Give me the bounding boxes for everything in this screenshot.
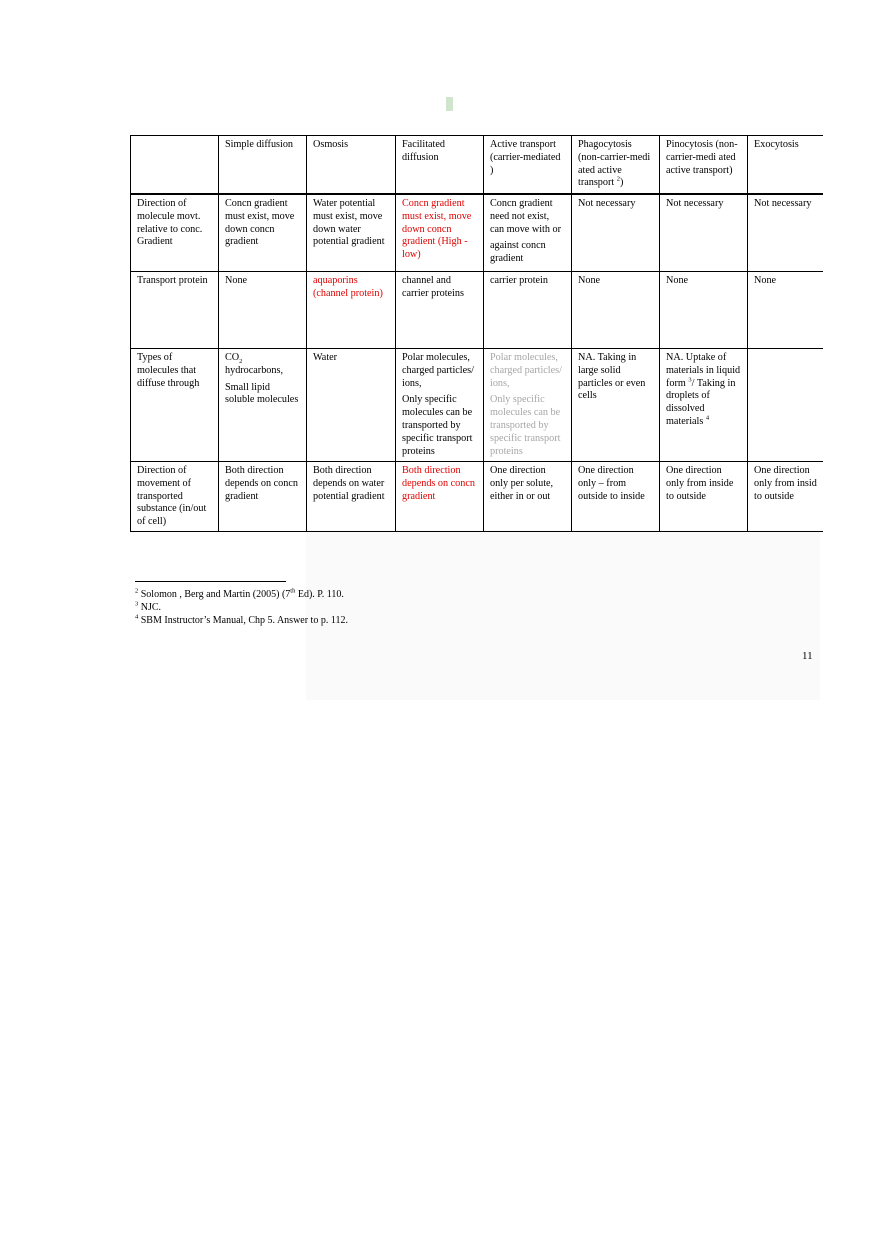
cell-facilitated <box>396 349 484 462</box>
header-pinocytosis: Pinocytosis (non-carrier-medi ated active transport) <box>660 136 748 195</box>
footnote-ref-2: 2 <box>616 176 621 183</box>
header-exocytosis: Exocytosis <box>748 136 823 195</box>
header-phagocytosis-close: ) <box>620 177 624 189</box>
cell-exocytosis-line-3: to outside <box>754 490 794 502</box>
cell-osmosis: Water potential must exist, move down water potential gradient <box>307 194 396 272</box>
cell-simple-part-a: hydrocarbons, <box>225 364 283 376</box>
table-row <box>131 194 823 272</box>
header-cell-empty <box>131 136 219 195</box>
cell-exocytosis <box>748 462 823 532</box>
cell-facilitated-part-a: Polar molecules, charged particles/ ions, <box>402 352 474 389</box>
cell-active-part-b: against concn gradient <box>490 240 546 265</box>
cell-facilitated: channel and carrier proteins <box>396 272 484 349</box>
cell-facilitated-part-b: Only specific molecules can be transported by specific transport proteins <box>402 394 473 457</box>
row-label: Transport protein <box>131 272 219 349</box>
cell-pinocytosis-part-b: Taking in droplets of dissolved materials <box>666 377 736 427</box>
footnote-number: 4 <box>135 613 139 621</box>
footnote-text: SBM Instructor’s Manual, Chp 5. Answer to p. 112. <box>140 615 348 626</box>
cell-simple: Concn gradient must exist, move down concn gradient <box>219 194 307 272</box>
page-number: 11 <box>802 650 813 662</box>
cell-simple <box>219 349 307 462</box>
table-row <box>131 462 823 532</box>
cell-exocytosis: None <box>748 272 823 349</box>
table-row <box>131 272 823 349</box>
footnote-separator <box>135 581 286 582</box>
footnote-number: 3 <box>135 600 139 608</box>
cell-simple: None <box>219 272 307 349</box>
row-label: Types of molecules that diffuse through <box>131 349 219 462</box>
footnotes <box>135 588 348 627</box>
page-shade <box>306 530 820 700</box>
header-osmosis: Osmosis <box>307 136 396 195</box>
cell-active: carrier protein <box>484 272 572 349</box>
cell-pinocytosis: One direction only from inside to outside <box>660 462 748 532</box>
cell-simple: Both direction depends on concn gradient <box>219 462 307 532</box>
cell-active: One direction only per solute, either in or out <box>484 462 572 532</box>
header-facilitated-diffusion: Facilitated diffusion <box>396 136 484 195</box>
header-phagocytosis-text: Phagocytosis (non-carrier-medi ated active transport <box>578 139 651 189</box>
header-row <box>131 136 823 195</box>
cell-active <box>484 349 572 462</box>
footnote-text: NJC. <box>140 602 162 613</box>
cell-simple-part-b: Small lipid soluble molecules <box>225 381 299 406</box>
table-row <box>131 349 823 462</box>
row-label: Direction of molecule movt. relative to conc. Gradient <box>131 194 219 272</box>
footnote-2 <box>135 588 348 601</box>
cell-active-part-a: Concn gradient need not exist, can move with or <box>490 198 562 235</box>
header-simple-diffusion: Simple diffusion <box>219 136 307 195</box>
cell-pinocytosis: None <box>660 272 748 349</box>
highlight-mark <box>446 97 453 111</box>
cell-phagocytosis: None <box>572 272 660 349</box>
cell-exocytosis: Not necessary <box>748 194 823 272</box>
cell-pinocytosis: Not necessary <box>660 194 748 272</box>
footnote-ref-3: 3 <box>688 376 692 384</box>
cell-osmosis: aquaporins (channel protein) <box>307 272 396 349</box>
cell-phagocytosis: Not necessary <box>572 194 660 272</box>
header-phagocytosis <box>572 136 660 195</box>
footnote-text: Solomon , Berg and Martin (2005) (7 <box>140 589 291 600</box>
cell-exocytosis-line-1: One direction <box>754 465 810 476</box>
footnote-text-end: Ed). P. 110. <box>295 589 344 600</box>
cell-facilitated: Concn gradient must exist, move down concn gradient (High - low) <box>396 194 484 272</box>
cell-exocytosis <box>748 349 823 462</box>
footnote-number: 2 <box>135 587 139 595</box>
cell-active <box>484 194 572 272</box>
footnote-superscript: th <box>290 587 296 595</box>
cell-facilitated: Both direction depends on concn gradient <box>396 462 484 532</box>
header-active-transport: Active transport (carrier-mediated ) <box>484 136 572 195</box>
cell-exocytosis-line-2: only from insid <box>754 477 817 489</box>
cell-active-part-a: Polar molecules, charged particles/ ions, <box>490 352 562 389</box>
transport-comparison-table <box>130 135 823 532</box>
cell-phagocytosis: One direction only – from outside to inside <box>572 462 660 532</box>
row-label: Direction of movement of transported substance (in/out of cell) <box>131 462 219 532</box>
slash-text: / <box>691 377 695 389</box>
cell-pinocytosis-part-a: NA. Uptake of materials in liquid form <box>666 352 741 389</box>
co2-subscript: 2 <box>239 358 243 366</box>
cell-pinocytosis <box>660 349 748 462</box>
cell-active-part-b: Only specific molecules can be transported by specific transport proteins <box>490 394 561 457</box>
footnote-4 <box>135 614 348 627</box>
footnote-3 <box>135 601 348 614</box>
co2-text: CO <box>225 352 240 363</box>
cell-osmosis: Water <box>307 349 396 462</box>
cell-osmosis: Both direction depends on water potential gradient <box>307 462 396 532</box>
cell-phagocytosis: NA. Taking in large solid particles or even cells <box>572 349 660 462</box>
footnote-ref-4: 4 <box>705 414 710 422</box>
